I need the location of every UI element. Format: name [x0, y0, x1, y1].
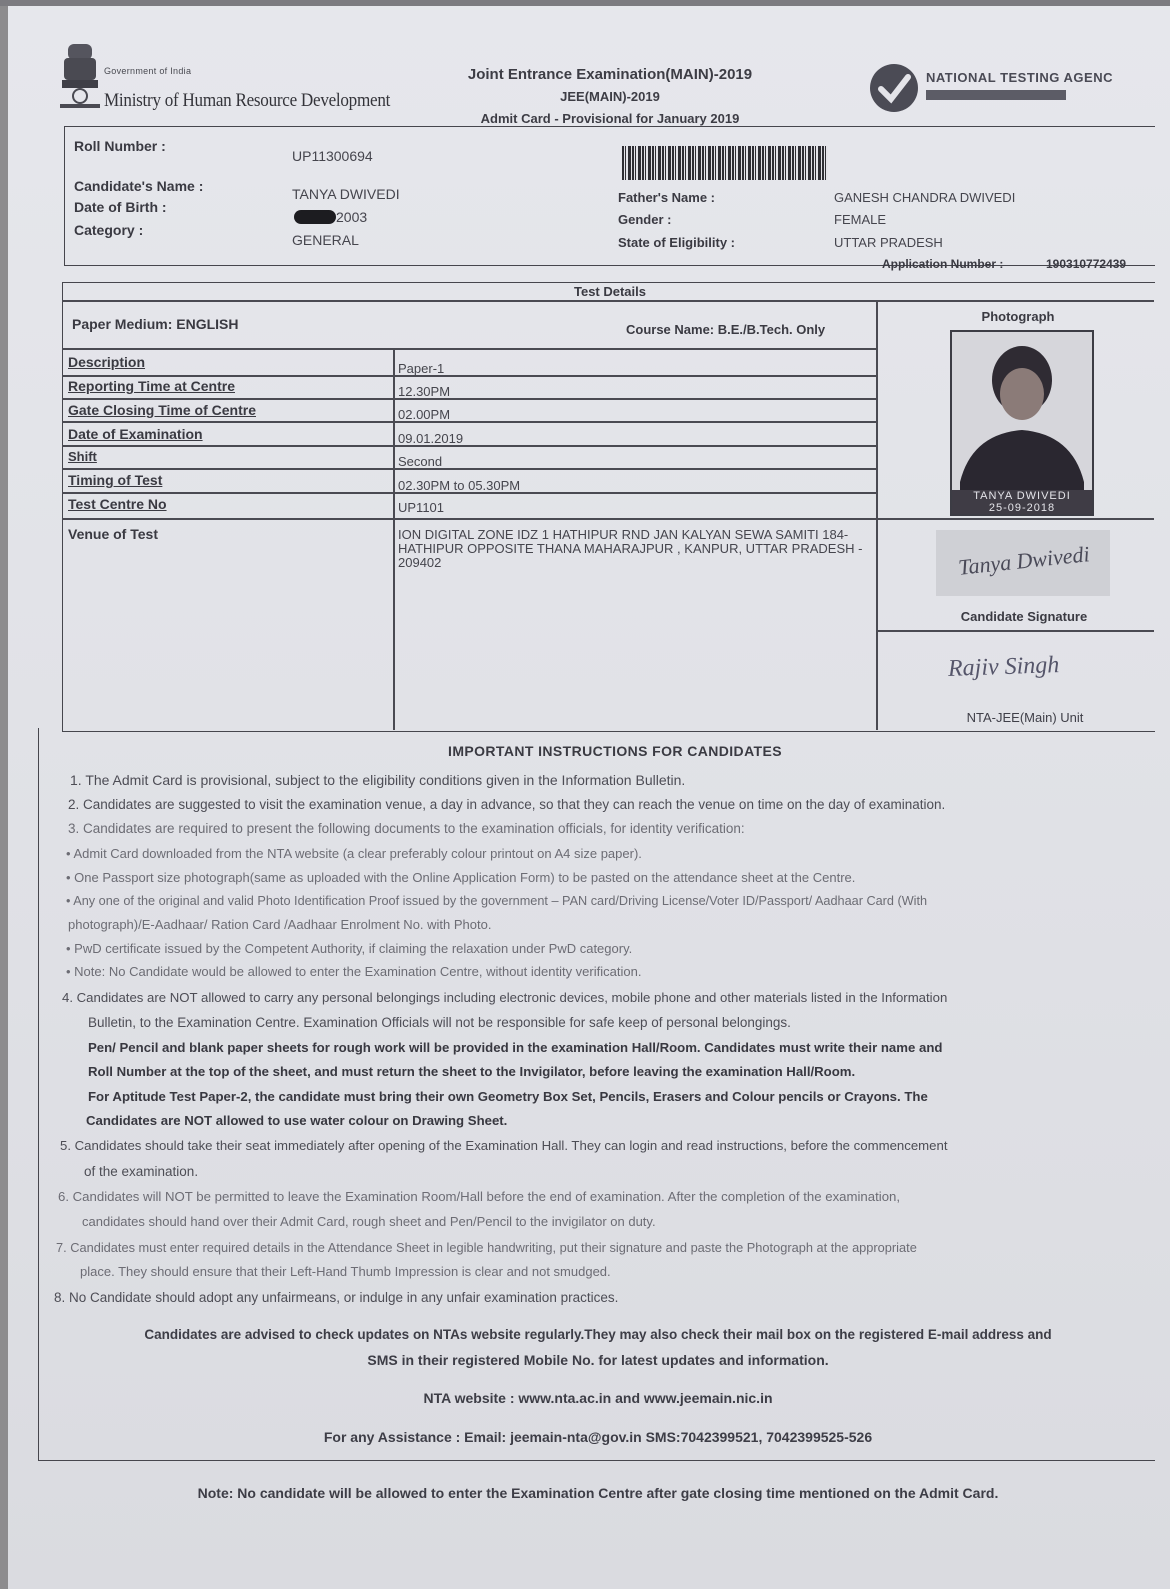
- instruction-line: 6. Candidates will NOT be permitted to leave the Examination Room/Hall before the end of examination. After the completion of the examination,: [58, 1189, 901, 1204]
- state-eligibility-value: UTTAR PRADESH: [834, 235, 943, 250]
- state-eligibility-label: State of Eligibility :: [618, 235, 736, 250]
- roll-number-label: Roll Number :: [74, 138, 166, 154]
- row-label-reporting-time: Reporting Time at Centre: [68, 378, 235, 394]
- row-label-gate-closing: Gate Closing Time of Centre: [68, 402, 256, 418]
- exam-short-title: JEE(MAIN)-2019: [560, 89, 660, 104]
- authority-label: NTA-JEE(Main) Unit: [966, 710, 1084, 725]
- gender-value: FEMALE: [834, 212, 887, 227]
- roll-number-value: UP11300694: [292, 148, 373, 164]
- ministry-name: Ministry of Human Resource Development: [104, 90, 391, 111]
- divider: [62, 421, 876, 423]
- dob-value: 2003: [336, 209, 368, 225]
- instruction-line: • PwD certificate issued by the Competent Authority, if claiming the relaxation under PwD category.: [66, 941, 633, 956]
- row-value-description: Paper-1: [398, 361, 445, 376]
- row-value-centre-no: UP1101: [398, 500, 445, 515]
- authority-signature: Rajiv Singh: [947, 652, 1060, 682]
- agency-name: NATIONAL TESTING AGENC: [926, 70, 1113, 85]
- dob-label: Date of Birth :: [74, 199, 167, 215]
- gender-label: Gender :: [618, 212, 672, 227]
- photo-caption-date: 25-09-2018: [988, 502, 1056, 514]
- exam-title: Joint Entrance Examination(MAIN)-2019: [467, 66, 753, 83]
- government-of-india-text: Government of India: [104, 66, 192, 76]
- instruction-line: Pen/ Pencil and blank paper sheets for rough work will be provided in the examination Hall/Room. Candidates must write their name and: [88, 1040, 943, 1055]
- course-name: Course Name: B.E./B.Tech. Only: [626, 322, 826, 337]
- divider: [393, 348, 395, 730]
- candidate-photo: [950, 330, 1094, 516]
- instruction-line: • Note: No Candidate would be allowed to enter the Examination Centre, without identity verification.: [66, 964, 642, 979]
- row-value-reporting-time: 12.30PM: [398, 384, 451, 399]
- instruction-line: 2. Candidates are suggested to visit the examination venue, a day in advance, so that they can reach the venue on time on the day of examination.: [68, 797, 946, 812]
- instructions-title: IMPORTANT INSTRUCTIONS FOR CANDIDATES: [448, 743, 782, 759]
- instruction-line: Bulletin, to the Examination Centre. Examination Officials will not be responsible for safe keep of personal belongings.: [88, 1015, 791, 1030]
- national-emblem-icon: [58, 40, 102, 114]
- divider: [62, 445, 876, 447]
- row-label-centre-no: Test Centre No: [68, 496, 167, 512]
- gate-closing-footnote: Note: No candidate will be allowed to enter the Examination Centre after gate closing time mentioned on the Admit Card.: [197, 1485, 999, 1501]
- photo-caption-name: TANYA DWIVEDI: [973, 490, 1071, 502]
- assistance-line: For any Assistance : Email: jeemain-nta@gov.in SMS:7042399521, 7042399525-526: [323, 1429, 873, 1445]
- row-label-timing: Timing of Test: [68, 472, 163, 488]
- advice-line-1: Candidates are advised to check updates on NTAs website regularly.They may also check their mail box on the registered E-mail address and: [144, 1327, 1052, 1342]
- row-value-venue: ION DIGITAL ZONE IDZ 1 HATHIPUR RND JAN KALYAN SEWA SAMITI 184-HATHIPUR OPPOSITE THANA MAHARAJPUR , KANPUR, UTTAR PRADESH - 209402: [398, 527, 863, 570]
- row-value-gate-closing: 02.00PM: [398, 407, 451, 422]
- nta-website-line: NTA website : www.nta.ac.in and www.jeemain.nic.in: [423, 1390, 773, 1406]
- redaction-mark: [294, 210, 336, 224]
- divider: [62, 348, 876, 350]
- row-label-shift: Shift: [68, 449, 97, 464]
- instruction-line: • One Passport size photograph(same as uploaded with the Online Application Form) to be pasted on the attendance sheet at the Centre.: [66, 870, 856, 885]
- divider: [878, 630, 1154, 632]
- instruction-line: Roll Number at the top of the sheet, and must return the sheet to the Invigilator, before leaving the examination Hall/Room.: [88, 1064, 856, 1079]
- divider: [876, 300, 878, 730]
- admit-card-title: Admit Card - Provisional for January 2019: [480, 111, 740, 126]
- test-details-title: Test Details: [573, 284, 646, 299]
- instruction-line: Candidates are NOT allowed to use water colour on Drawing Sheet.: [86, 1113, 508, 1128]
- instruction-line: 3. Candidates are required to present the following documents to the examination officials, for identity verification:: [68, 821, 745, 836]
- advice-line-2: SMS in their registered Mobile No. for latest updates and information.: [367, 1352, 829, 1368]
- divider: [62, 375, 876, 377]
- instruction-line: 8. No Candidate should adopt any unfairmeans, or indulge in any unfair examination practices.: [54, 1290, 619, 1305]
- divider: [62, 468, 876, 470]
- row-label-exam-date: Date of Examination: [68, 426, 203, 442]
- barcode: [622, 146, 828, 180]
- application-number-value: 190310772439: [1046, 257, 1127, 271]
- divider: [62, 300, 1154, 302]
- nta-checkmark-logo-icon: [868, 62, 920, 114]
- instruction-line: candidates should hand over their Admit Card, rough sheet and Pen/Pencil to the invigilator on duty.: [82, 1214, 656, 1229]
- candidate-name-value: TANYA DWIVEDI: [292, 186, 400, 202]
- instruction-line: 7. Candidates must enter required details in the Attendance Sheet in legible handwriting, put their signature and paste the Photograph at the appropriate: [56, 1240, 917, 1255]
- divider: [62, 518, 1154, 520]
- instruction-line: 5. Candidates should take their seat immediately after opening of the Examination Hall. They can login and read instructions, before the commencement: [60, 1138, 948, 1153]
- instruction-line: • Any one of the original and valid Photo Identification Proof issued by the government – PAN card/Driving License/Voter ID/Passport/ Aadhaar Card (With: [66, 894, 928, 908]
- instruction-line: • Admit Card downloaded from the NTA website (a clear preferably colour printout on A4 size paper).: [66, 846, 642, 861]
- application-number-label: Application Number :: [882, 257, 1004, 271]
- instruction-line: For Aptitude Test Paper-2, the candidate must bring their own Geometry Box Set, Pencils, Erasers and Colour pencils or Crayons. The: [88, 1089, 928, 1104]
- instruction-line: place. They should ensure that their Left-Hand Thumb Impression is clear and not smudged.: [80, 1264, 611, 1279]
- row-value-shift: Second: [398, 454, 443, 469]
- agency-tagline-bar: [926, 90, 1066, 100]
- candidate-portrait-icon: [952, 332, 1092, 514]
- category-value: GENERAL: [292, 232, 359, 248]
- candidate-signature-label: Candidate Signature: [960, 609, 1088, 624]
- photograph-label: Photograph: [981, 309, 1055, 324]
- candidate-signature: Tanya Dwivedi: [957, 541, 1091, 580]
- row-label-venue: Venue of Test: [68, 526, 158, 542]
- instruction-line: 4. Candidates are NOT allowed to carry any personal belongings including electronic devices, mobile phone and other materials listed in the Information: [62, 990, 948, 1005]
- photo-caption: [952, 490, 1092, 514]
- divider: [62, 398, 876, 400]
- row-value-exam-date: 09.01.2019: [398, 431, 464, 446]
- instruction-line: of the examination.: [84, 1164, 199, 1179]
- father-name-value: GANESH CHANDRA DWIVEDI: [834, 190, 1016, 205]
- candidate-name-label: Candidate's Name :: [74, 178, 204, 194]
- row-label-description: Description: [68, 354, 146, 370]
- category-label: Category :: [74, 222, 144, 238]
- instruction-line: photograph)/E-Aadhaar/ Ration Card /Aadhaar Enrolment No. with Photo.: [68, 917, 492, 932]
- father-name-label: Father's Name :: [618, 190, 716, 205]
- row-value-timing: 02.30PM to 05.30PM: [398, 478, 521, 493]
- instruction-line: 1. The Admit Card is provisional, subject to the eligibility conditions given in the Information Bulletin.: [70, 772, 686, 788]
- exam-title-block: [400, 64, 820, 130]
- paper-medium: Paper Medium: ENGLISH: [72, 316, 239, 332]
